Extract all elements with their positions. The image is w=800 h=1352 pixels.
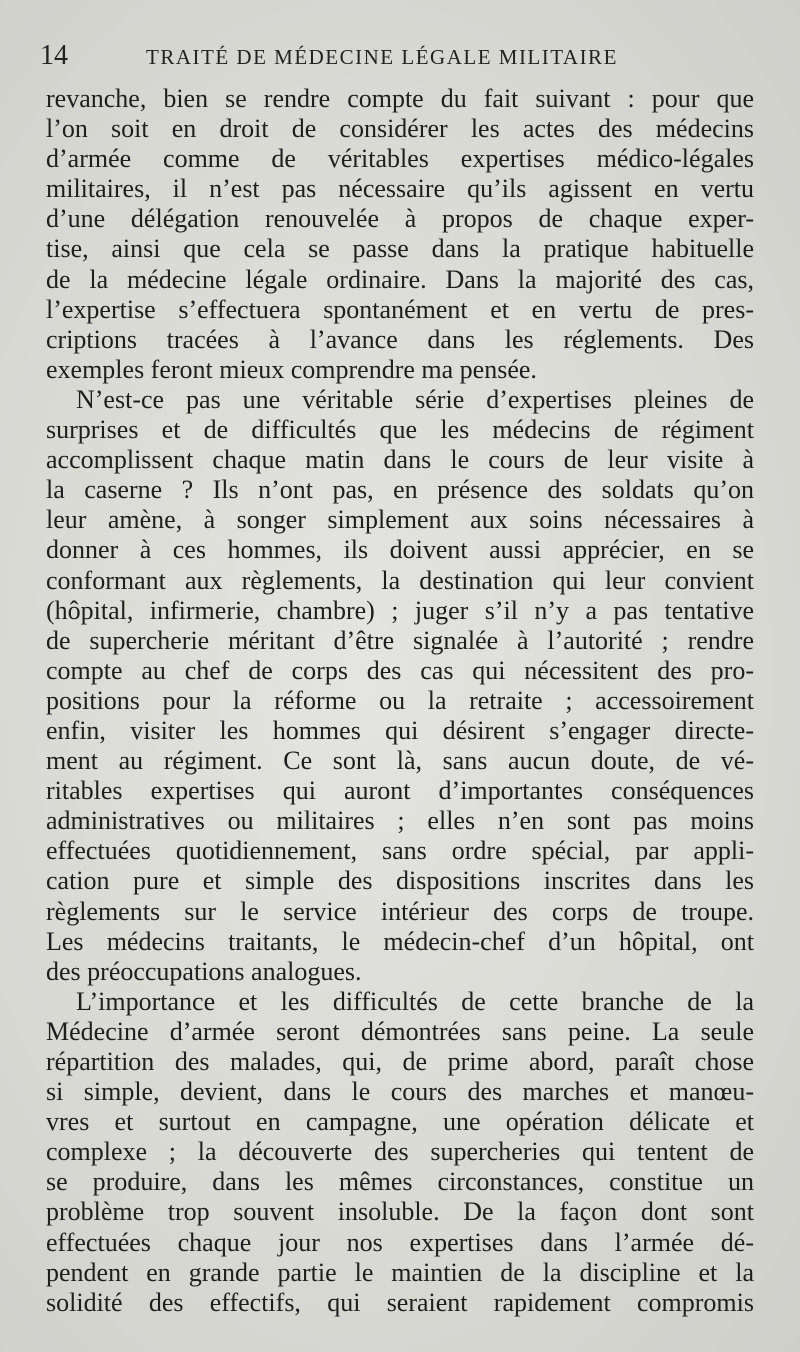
text-line: l’on soit en droit de considérer les actes des médecins [46,114,754,144]
text-line: d’armée comme de véritables expertises médico-légales [46,144,754,174]
text-line: compte au chef de corps des cas qui nécessitent des pro- [46,655,754,685]
text-line: des préoccupations analogues. [46,956,362,986]
text-line: cation pure et simple des dispositions inscrites dans les [46,866,754,896]
text-line: de supercherie méritant d’être signalée à l’autorité ; rendre [46,625,754,655]
text-line: Médecine d’armée seront démontrées sans peine. La seule [46,1016,754,1046]
text-line: de la médecine légale ordinaire. Dans la majorité des cas, [46,264,754,294]
page-header [40,38,660,74]
text-line: ment au régiment. Ce sont là, sans aucun doute, de vé- [46,746,754,776]
text-line: si simple, devient, dans le cours des marches et manœu- [46,1077,754,1107]
text-line: problème trop souvent insoluble. De la façon dont sont [46,1197,754,1227]
text-line: surprises et de difficultés que les médecins de régiment [46,415,754,445]
page-number: 14 [40,40,68,71]
text-line: militaires, il n’est pas nécessaire qu’ils agissent en vertu [46,174,754,204]
text-line: pendent en grande partie le maintien de la discipline et la [46,1257,754,1287]
text-line: vres et surtout en campagne, une opération délicate et [46,1107,754,1137]
text-line: exemples feront mieux comprendre ma pensée. [46,354,537,384]
text-line: leur amène, à songer simplement aux soins nécessaires à [46,505,754,535]
text-line: accomplissent chaque matin dans le cours de leur visite à [46,445,754,475]
text-line: l’expertise s’effectuera spontanément et en vertu de pres- [46,294,754,324]
text-line: Les médecins traitants, le médecin-chef d’un hôpital, ont [46,926,754,956]
text-line: d’une délégation renouvelée à propos de chaque exper- [46,204,754,234]
text-line: la caserne ? Ils n’ont pas, en présence des soldats qu’on [46,475,754,505]
text-line: N’est-ce pas une véritable série d’expertises pleines de [76,384,754,414]
text-line: solidité des effectifs, qui seraient rapidement compromis [46,1287,754,1317]
text-line: enfin, visiter les hommes qui désirent s’engager directe- [46,715,754,745]
text-line: effectuées chaque jour nos expertises dans l’armée dé- [46,1227,754,1257]
text-line: donner à ces hommes, ils doivent aussi apprécier, en se [46,535,754,565]
text-line: complexe ; la découverte des supercheries qui tentent de [46,1137,754,1167]
text-line: effectuées quotidiennement, sans ordre spécial, par appli- [46,836,754,866]
text-line: L’importance et les difficultés de cette branche de la [76,986,754,1016]
body-text [46,84,754,1318]
text-line: se produire, dans les mêmes circonstances, constitue un [46,1167,754,1197]
text-line: criptions tracées à l’avance dans les réglements. Des [46,324,754,354]
running-head: TRAITÉ DE MÉDECINE LÉGALE MILITAIRE [146,45,618,69]
text-line: positions pour la réforme ou la retraite ; accessoirement [46,685,754,715]
text-line: ritables expertises qui auront d’importantes conséquences [46,776,754,806]
text-line: tise, ainsi que cela se passe dans la pratique habituelle [46,234,754,264]
text-line: conformant aux règlements, la destination qui leur convient [46,565,754,595]
text-line: (hôpital, infirmerie, chambre) ; juger s’il n’y a pas tentative [46,595,754,625]
text-line: revanche, bien se rendre compte du fait suivant : pour que [46,84,754,113]
text-line: règlements sur le service intérieur des corps de troupe. [46,896,754,926]
text-line: administratives ou militaires ; elles n’en sont pas moins [46,806,754,836]
text-line: répartition des malades, qui, de prime abord, paraît chose [46,1047,754,1076]
